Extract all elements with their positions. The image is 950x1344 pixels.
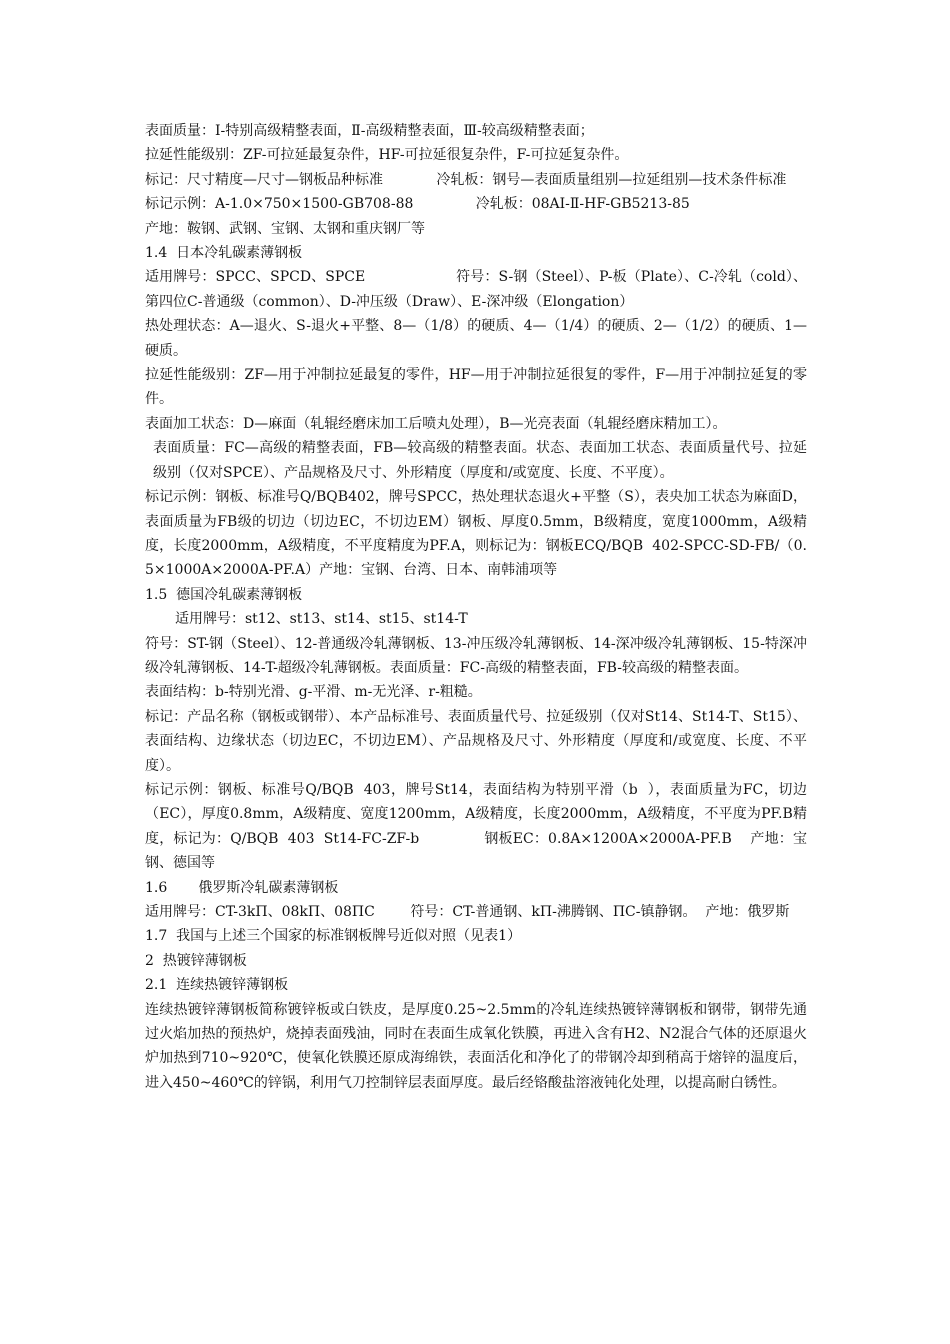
document-body xyxy=(145,119,807,1095)
paragraph-de-surface-structure: 表面结构：b-特别光滑、g-平滑、m-无光泽、r-粗糙。 xyxy=(145,684,482,701)
paragraph-galvanized-description: 连续热镀锌薄钢板简称镀锌板或白铁皮，是厚度0.25~2.5mm的冷轧连续热镀锌薄钢板和钢带，钢带先通过火焰加热的预热炉，烧掉表面残油，同时在表面生成氧化铁膜，再进入含有H2、N2混合气体的还原退火炉加热到710~920℃，使氧化铁膜还原成海绵铁，表面活化和净化了的带钢冷却到稍高于熔锌的温度后，进入450~460℃的锌锅，利用气刀控制锌层表面厚度。最后经铬酸盐溶液钝化处理，以提高耐白锈性。 xyxy=(145,1001,807,1091)
section-heading-1-7: 1.7 我国与上述三个国家的标准钢板牌号近似对照（见表1） xyxy=(145,928,522,945)
paragraph-jp-drawing-grade: 拉延性能级别：ZF—用于冲制拉延最复的零件，HF—用于冲制拉延很复的零件，F—用于冲制拉延复的零件。 xyxy=(145,367,807,408)
paragraph-marking-example: 标记示例：A-1.0×750×1500-GB708-88 冷轧板：08AⅠ-Ⅱ-HF-GB5213-85 xyxy=(145,196,690,213)
paragraph-jp-heat-treatment: 热处理状态：A—退火、S-退火+平整、8—（1/8）的硬质、4—（1/4）的硬质、2—（1/2）的硬质、1—硬质。 xyxy=(145,318,807,359)
section-heading-1-4: 1.4 日本冷轧碳素薄钢板 xyxy=(145,245,303,262)
paragraph-surface-quality: 表面质量：Ⅰ-特别高级精整表面，Ⅱ-高级精整表面，Ⅲ-较高级精整表面； xyxy=(145,123,594,139)
paragraph-drawing-grade: 拉延性能级别：ZF-可拉延最复杂件，HF-可拉延很复杂件，F-可拉延复杂件。 xyxy=(145,147,629,164)
paragraph-de-symbols: 符号：ST-钢（Steel）、12-普通级冷轧薄钢板、13-冲压级冷轧薄钢板、14-深冲级冷轧薄钢板、15-特深冲级冷轧薄钢板、14-T-超级冷轧薄钢板。表面质量：FC-高级的精整表面，FB-较高级的精整表面。 xyxy=(145,635,807,676)
section-heading-1-6: 1.6 俄罗斯冷轧碳素薄钢板 xyxy=(145,879,339,896)
paragraph-jp-surface-finish: 表面加工状态：D—麻面（轧辊经磨床加工后喷丸处理），B—光亮表面（轧辊经磨床精加工）。 xyxy=(145,415,727,432)
paragraph-origin: 产地：鞍钢、武钢、宝钢、太钢和重庆钢厂等 xyxy=(145,220,425,237)
paragraph-de-marking: 标记：产品名称（钢板或钢带）、本产品标准号、表面质量代号、拉延级别（仅对St14、St14-T、St15）、表面结构、边缘状态（切边EC，不切边EM）、产品规格及尺寸、外形精度（厚度和/或宽度、长度、不平度）。 xyxy=(145,708,807,774)
paragraph-jp-marking-example: 标记示例：钢板、标准号Q/BQB402，牌号SPCC，热处理状态退火+平整（S），表央加工状态为麻面D，表面质量为FB级的切边（切边EC，不切边EM）钢板、厚度0.5mm，B级精度，宽度1000mm，A级精度，长度2000mm，A级精度，不平度精度为PF.A，则标记为：钢板ECQ/BQB 402-SPCC-SD-FB/（0.5×1000A×2000A-PF.A）产地：宝钢、台湾、日本、南韩浦项等 xyxy=(145,489,807,579)
paragraph-de-marking-example: 标记示例：钢板、标准号Q/BQB 403，牌号St14，表面结构为特别平滑（b ），表面质量为FC，切边（EC），厚度0.8mm，A级精度、宽度1200mm，A级精度，长度2000mm，A级精度，不平度为PF.B精度，标记为：Q/BQB 403 St14-FC-ZF-b 钢板EC：0.8A×1200A×2000A-PF.B 产地：宝钢、德国等 xyxy=(145,781,807,872)
paragraph-ru-grades: 适用牌号：CT-3kП、08kП、08ПC 符号：CT-普通钢、kП-沸腾钢、ПC-镇静钢。 产地：俄罗斯 xyxy=(145,904,790,920)
section-heading-2-1: 2.1 连续热镀锌薄钢板 xyxy=(145,977,289,994)
paragraph-de-grades: 适用牌号：st12、st13、st14、st15、st14-T xyxy=(175,611,468,628)
section-heading-1-5: 1.5 德国冷轧碳素薄钢板 xyxy=(145,586,303,603)
paragraph-jp-surface-quality: 表面质量：FC—高级的精整表面，FB—较高级的精整表面。状态、表面加工状态、表面质量代号、拉延级别（仅对SPCE）、产品规格及尺寸、外形精度（厚度和/或宽度、长度、不平度）。 xyxy=(153,440,807,481)
section-heading-2: 2 热镀锌薄钢板 xyxy=(145,952,247,969)
paragraph-jp-grades: 适用牌号：SPCC、SPCD、SPCE 符号：S-钢（Steel）、P-板（Plate）、C-冷轧（cold）、第四位C-普通级（common）、D-冲压级（Draw）、E-深冲级（Elongation） xyxy=(145,269,807,310)
paragraph-marking: 标记：尺寸精度—尺寸—钢板品种标准 冷轧板：钢号—表面质量组别—拉延组别—技术条件标准 xyxy=(145,171,787,188)
